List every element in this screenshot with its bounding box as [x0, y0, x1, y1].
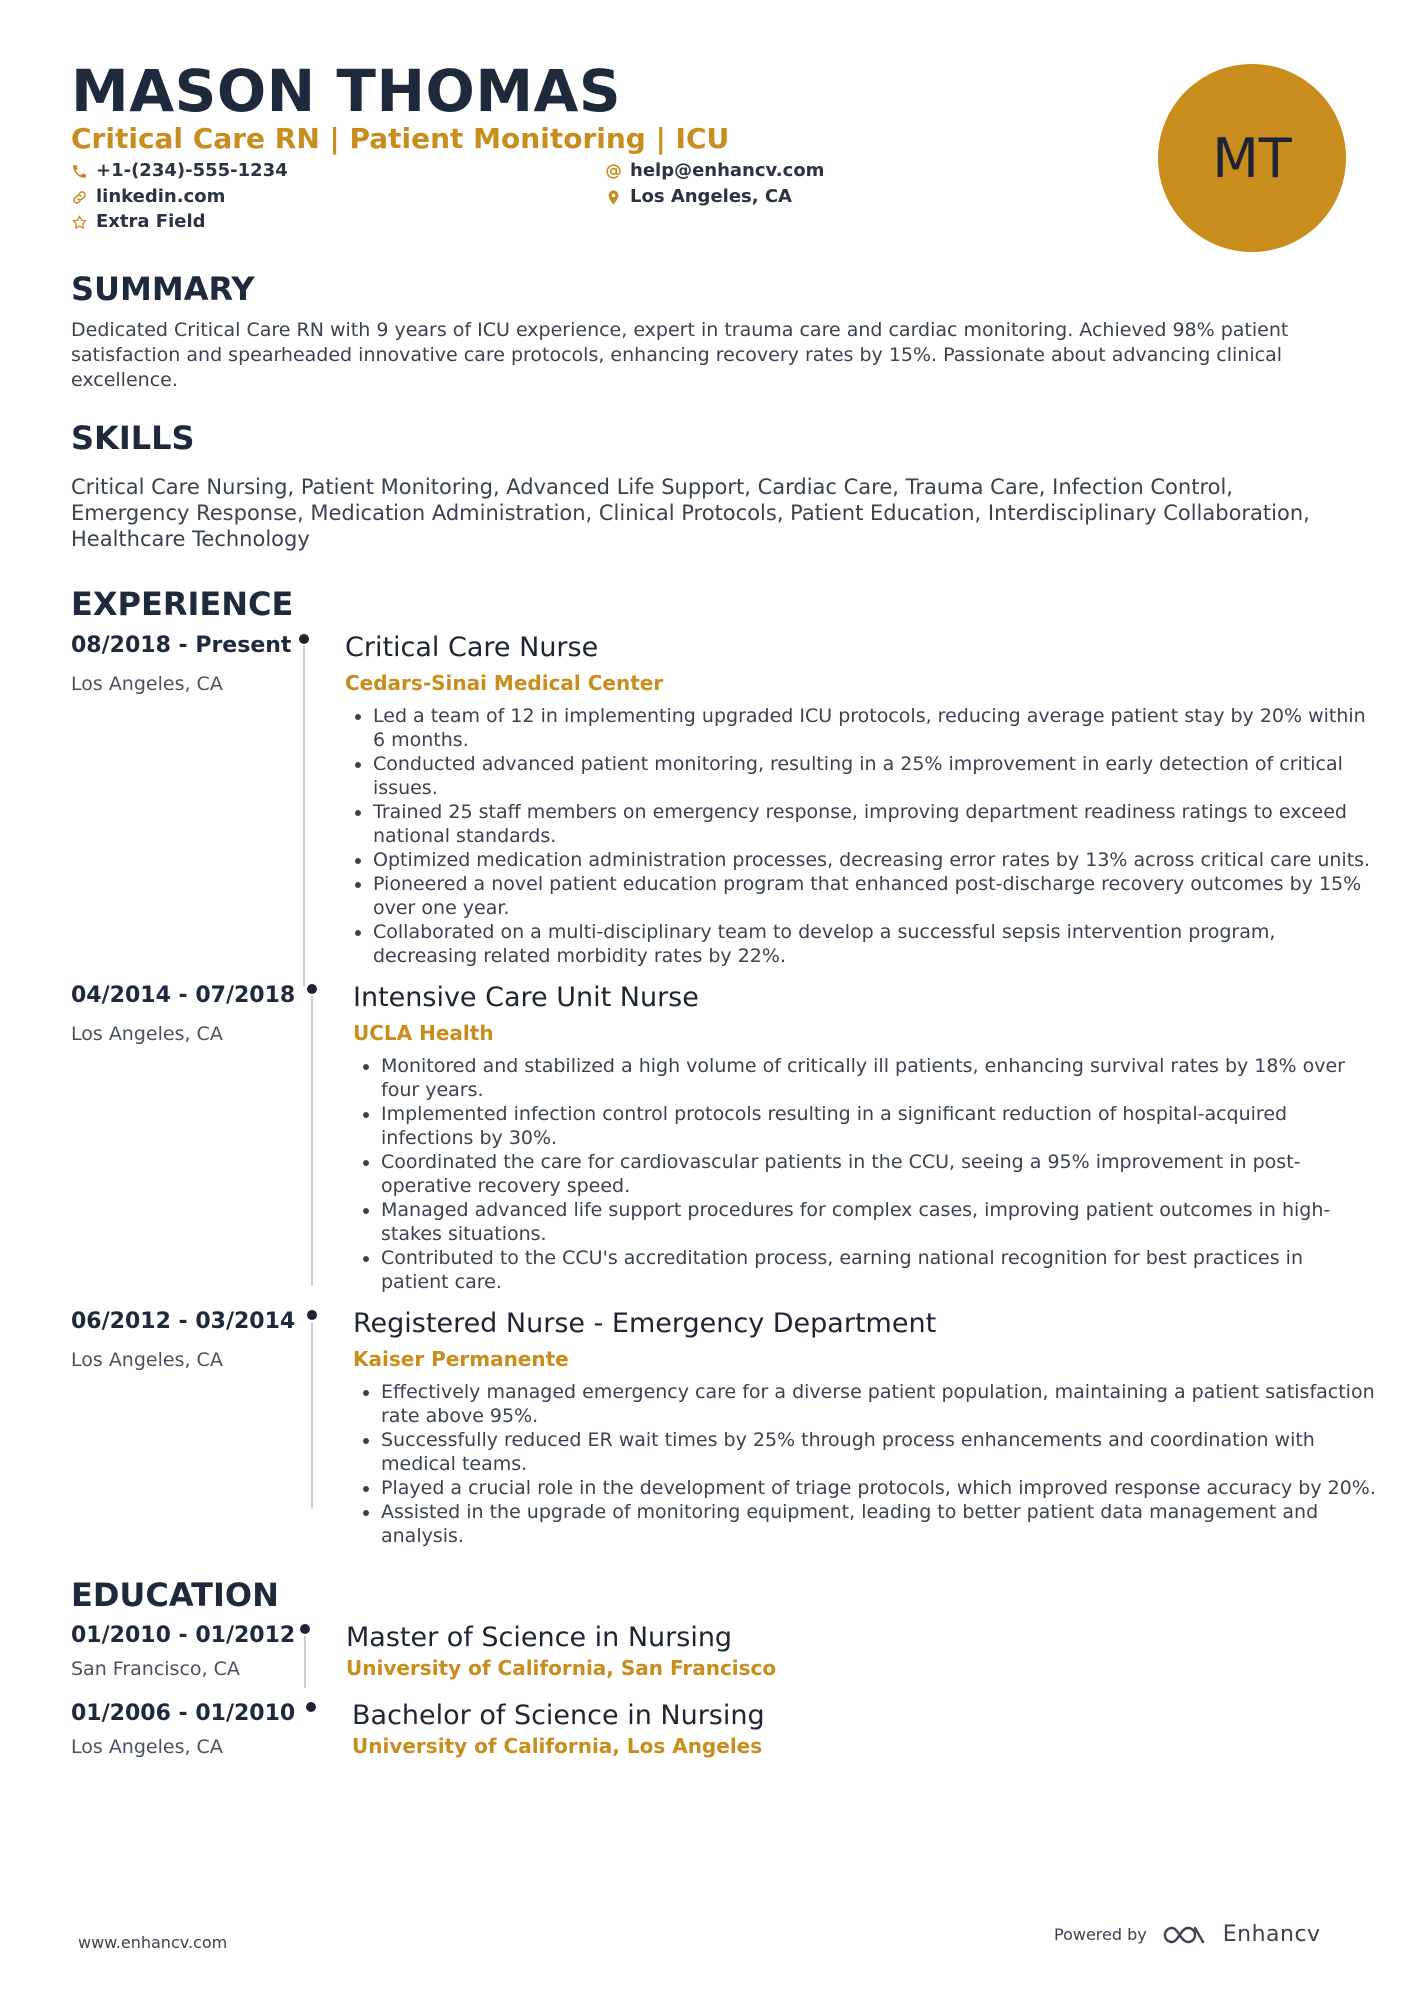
- contact-phone[interactable]: [71, 159, 288, 183]
- footer-website-link[interactable]: www.enhancv.com: [78, 1933, 228, 1952]
- enhancv-logo-icon: [1161, 1923, 1209, 1947]
- education-degree: Bachelor of Science in Nursing: [352, 1700, 765, 1731]
- experience-bullets: [353, 1054, 1376, 1294]
- experience-location: Los Angeles, CA: [71, 673, 223, 695]
- footer-branding[interactable]: [1054, 1922, 1321, 1947]
- experience-location: Los Angeles, CA: [71, 1023, 223, 1045]
- experience-org: UCLA Health: [353, 1021, 494, 1045]
- timeline-dot: [307, 984, 317, 994]
- list-item: • Monitored and stabilized a high volume of critically ill patients, enhancing survival rates by 18% over four years.: [381, 1054, 1376, 1102]
- list-item: • Managed advanced life support procedures for complex cases, improving patient outcomes in high-stakes situations.: [381, 1198, 1376, 1246]
- skills-title: SKILLS: [71, 419, 195, 457]
- list-item: • Coordinated the care for cardiovascular patients in the CCU, seeing a 95% improvement in post-operative recovery speed.: [381, 1150, 1376, 1198]
- contact-location-text: Los Angeles, CA: [630, 186, 792, 207]
- contact-location: [605, 185, 792, 209]
- list-item: • Led a team of 12 in implementing upgraded ICU protocols, reducing average patient stay by 20% within 6 months.: [373, 704, 1373, 752]
- list-item: • Effectively managed emergency care for a diverse patient population, maintaining a patient satisfaction rate above 95%.: [381, 1380, 1376, 1428]
- powered-by-text: Powered by: [1054, 1925, 1147, 1944]
- contact-linkedin-text: linkedin.com: [96, 186, 226, 207]
- contact-email-text: help@enhancv.com: [630, 160, 825, 181]
- experience-role: Critical Care Nurse: [345, 632, 599, 663]
- education-date: 01/2006 - 01/2010: [71, 1701, 296, 1726]
- candidate-name: MASON THOMAS: [71, 57, 622, 125]
- list-item: • Optimized medication administration processes, decreasing error rates by 13% across critical care units.: [373, 848, 1373, 872]
- timeline-dot: [306, 1702, 316, 1712]
- experience-role: Intensive Care Unit Nurse: [353, 982, 699, 1013]
- timeline-line: [311, 1322, 313, 1508]
- timeline-dot: [307, 1310, 317, 1320]
- timeline-dot: [300, 1624, 310, 1634]
- experience-bullets: [353, 1380, 1376, 1548]
- experience-location: Los Angeles, CA: [71, 1349, 223, 1371]
- brand-name: Enhancv: [1222, 1922, 1321, 1947]
- contact-email[interactable]: [605, 159, 824, 183]
- list-item: • Assisted in the upgrade of monitoring equipment, leading to better patient data management and analysis.: [381, 1500, 1376, 1548]
- contact-extra: [71, 210, 206, 234]
- experience-date: 08/2018 - Present: [71, 633, 292, 658]
- education-degree: Master of Science in Nursing: [346, 1622, 733, 1653]
- contact-phone-text: +1-(234)-555-1234: [96, 160, 288, 181]
- avatar: MT: [1158, 64, 1346, 252]
- education-location: San Francisco, CA: [71, 1658, 240, 1680]
- contact-extra-text: Extra Field: [96, 211, 206, 232]
- list-item: • Implemented infection control protocols resulting in a significant reduction of hospital-acquired infections by 30%.: [381, 1102, 1376, 1150]
- at-sign-icon: [605, 163, 622, 180]
- timeline-line: [304, 1636, 306, 1688]
- list-item: • Trained 25 staff members on emergency response, improving department readiness ratings to exceed national standards.: [373, 800, 1373, 848]
- experience-role: Registered Nurse - Emergency Department: [353, 1308, 937, 1339]
- experience-date: 06/2012 - 03/2014: [71, 1309, 296, 1334]
- list-item: • Conducted advanced patient monitoring, resulting in a 25% improvement in early detection of critical issues.: [373, 752, 1373, 800]
- education-location: Los Angeles, CA: [71, 1736, 223, 1758]
- timeline-line: [311, 996, 313, 1286]
- list-item: • Collaborated on a multi-disciplinary team to develop a successful sepsis intervention program, decreasing related morbidity rates by 22%.: [373, 920, 1373, 968]
- star-icon: [71, 214, 88, 231]
- list-item: • Contributed to the CCU's accreditation process, earning national recognition for best practices in patient care.: [381, 1246, 1376, 1294]
- experience-date: 04/2014 - 07/2018: [71, 983, 296, 1008]
- experience-org: Kaiser Permanente: [353, 1347, 569, 1371]
- experience-bullets: [345, 704, 1373, 968]
- summary-text: Dedicated Critical Care RN with 9 years of ICU experience, expert in trauma care and cardiac monitoring. Achieved 98% patient satisfaction and spearheaded innovative care protocols, enhancing recovery rates by 15%. Passionate about advancing clinical excellence.: [71, 319, 1289, 391]
- experience-title: EXPERIENCE: [71, 585, 294, 623]
- list-item: • Played a crucial role in the development of triage protocols, which improved response accuracy by 20%.: [381, 1476, 1376, 1500]
- contact-linkedin[interactable]: [71, 185, 225, 209]
- timeline-line: [303, 646, 305, 986]
- education-school: University of California, San Francisco: [346, 1656, 777, 1680]
- education-date: 01/2010 - 01/2012: [71, 1623, 296, 1648]
- location-pin-icon: [605, 189, 622, 206]
- list-item: • Successfully reduced ER wait times by 25% through process enhancements and coordination with medical teams.: [381, 1428, 1376, 1476]
- link-icon: [71, 189, 88, 206]
- phone-icon: [71, 163, 88, 180]
- skills-text: Critical Care Nursing, Patient Monitoring, Advanced Life Support, Cardiac Care, Trauma Care, Infection Control, Emergency Response, Medication Administration, Clinical Protocols, Patient Education, Interdisciplinary Collaboration, Healthcare Technology: [71, 475, 1310, 551]
- list-item: • Pioneered a novel patient education program that enhanced post-discharge recovery outcomes by 15% over one year.: [373, 872, 1373, 920]
- education-school: University of California, Los Angeles: [352, 1734, 763, 1758]
- experience-org: Cedars-Sinai Medical Center: [345, 671, 664, 695]
- summary-title: SUMMARY: [71, 270, 255, 308]
- education-title: EDUCATION: [71, 1576, 279, 1614]
- timeline-dot: [299, 634, 309, 644]
- candidate-headline: Critical Care RN | Patient Monitoring | ICU: [71, 122, 730, 155]
